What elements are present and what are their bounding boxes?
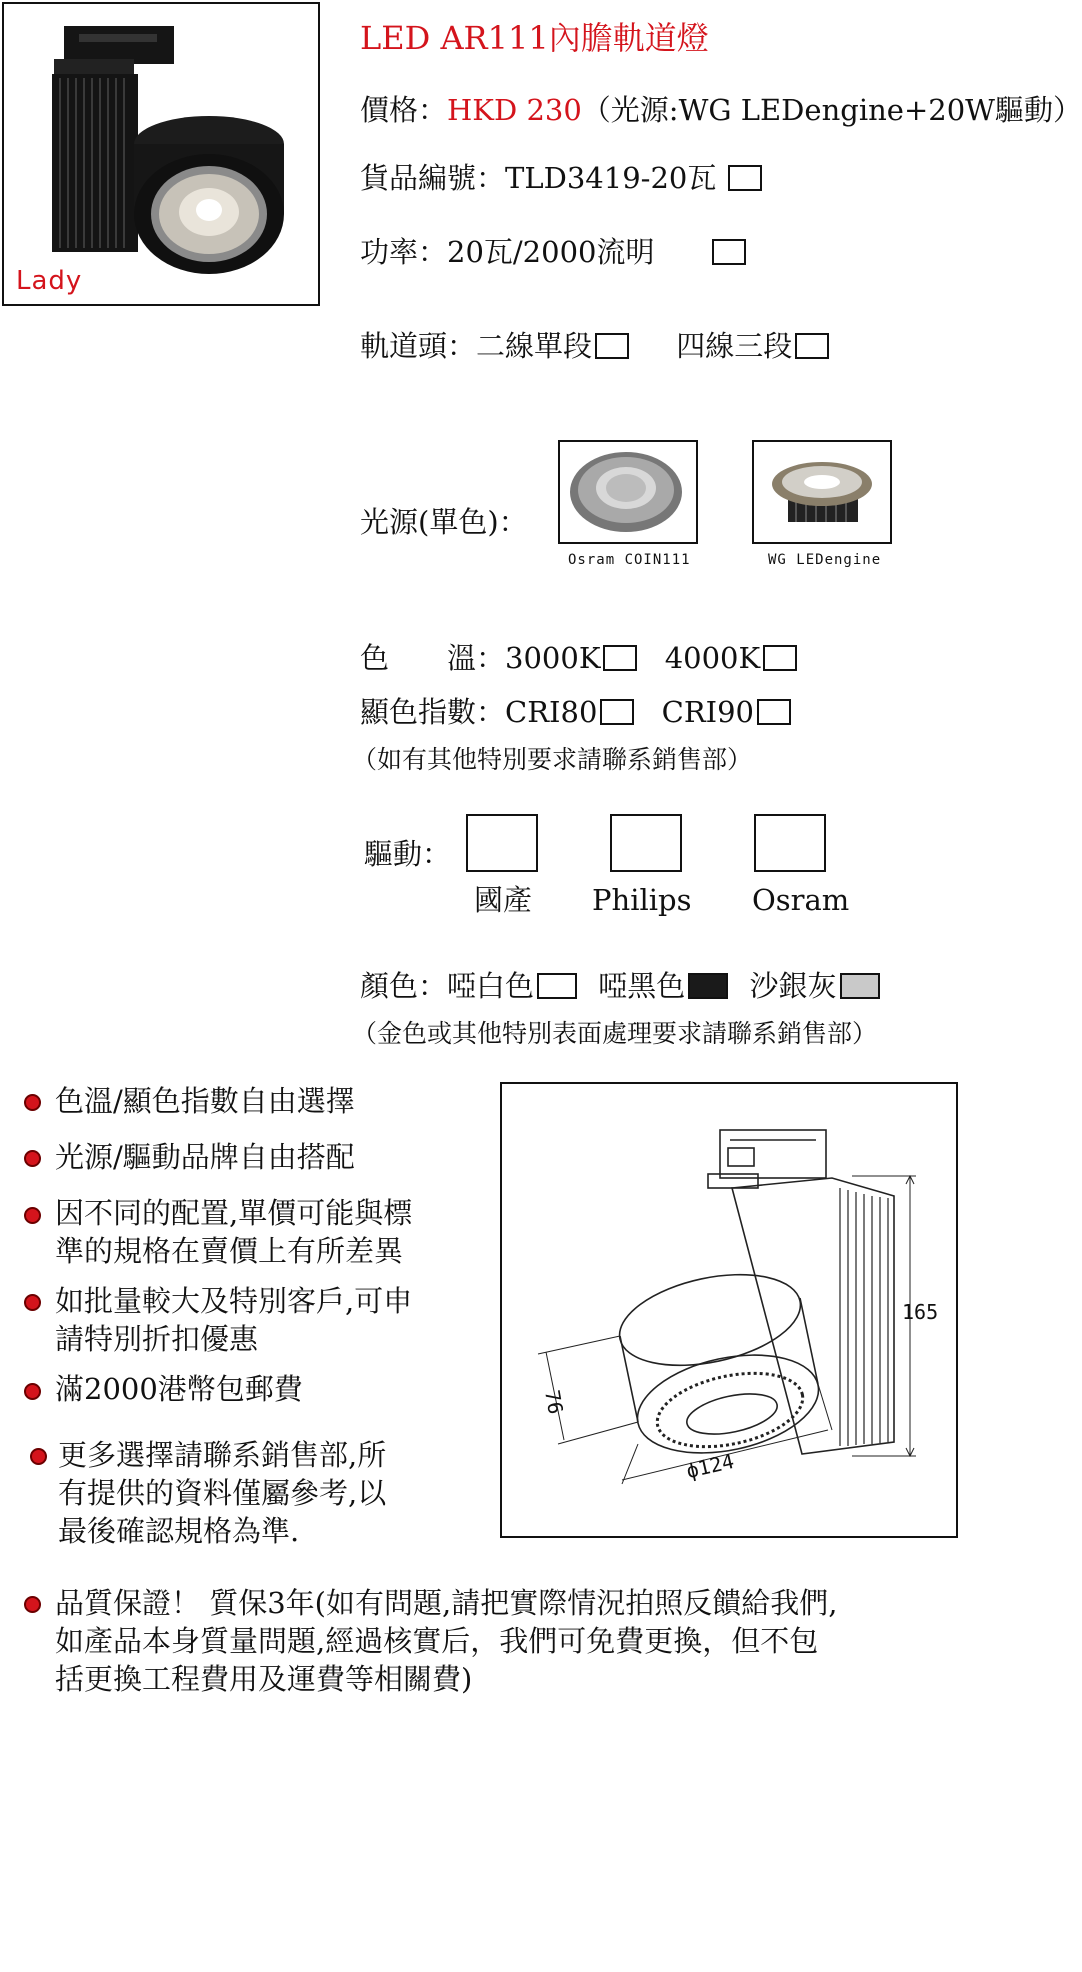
cri-80: CRI80 — [505, 695, 598, 729]
bullet-icon — [24, 1294, 41, 1311]
price-note: （光源:WG LEDengine+20W驅動） — [581, 93, 1082, 127]
dimension-depth-label: 76 — [540, 1388, 568, 1416]
light-source-label: 光源(單色)： — [360, 505, 528, 539]
feature-text: 最後確認規格為準. — [58, 1514, 300, 1548]
price-row — [360, 92, 1082, 128]
bullet-icon — [24, 1150, 41, 1167]
led-module-icon — [754, 442, 890, 542]
item-number: 貨品編號：TLD3419-20瓦 — [360, 161, 717, 195]
dimension-height-label: 165 — [902, 1300, 939, 1324]
driver-domestic-checkbox[interactable] — [466, 814, 538, 872]
track-4wire-checkbox[interactable] — [795, 333, 829, 359]
wg-ledengine-caption: WG LEDengine — [768, 552, 882, 568]
body-color-row — [360, 968, 880, 1004]
feature-text: 色溫/顯色指數自由選擇 — [55, 1084, 355, 1118]
bullet-icon — [24, 1596, 41, 1613]
driver-osram-label: Osram — [752, 883, 850, 917]
power-row — [360, 234, 746, 270]
cri-label: 顯色指數： — [360, 695, 506, 729]
body-color-label: 顏色： — [360, 969, 448, 1003]
price-value: HKD 230 — [447, 93, 582, 127]
wg-ledengine-image[interactable] — [752, 440, 892, 544]
track-light-image — [4, 4, 318, 304]
item-number-row — [360, 160, 762, 196]
feature-text: 準的規格在賣價上有所差異 — [55, 1234, 404, 1268]
power-checkbox[interactable] — [712, 239, 746, 265]
bullet-icon — [24, 1094, 41, 1111]
color-temp-row — [360, 640, 797, 676]
dimension-drawing — [500, 1082, 958, 1538]
matte-white-swatch[interactable] — [537, 973, 577, 999]
color-temp-label: 色 溫： — [360, 641, 506, 675]
track-row — [360, 328, 829, 364]
bullet-icon — [30, 1448, 47, 1465]
feature-text: 滿2000港幣包郵費 — [55, 1372, 303, 1406]
cri-80-checkbox[interactable] — [600, 699, 634, 725]
feature-text: 光源/驅動品牌自由搭配 — [55, 1140, 355, 1174]
color-matte-black: 啞黑色 — [598, 969, 686, 1003]
feature-text: 如批量較大及特別客戶,可申 — [55, 1284, 413, 1318]
item-number-checkbox[interactable] — [728, 165, 762, 191]
driver-label: 驅動： — [364, 837, 452, 871]
feature-text: 請特別折扣優惠 — [55, 1322, 259, 1356]
photo-label: Lady — [16, 266, 83, 296]
bullet-icon — [24, 1207, 41, 1224]
feature-text: 因不同的配置,單價可能與標 — [55, 1196, 413, 1230]
color-note: （金色或其他特別表面處理要求請聯系銷售部） — [352, 1019, 878, 1048]
color-matte-white: 啞白色 — [447, 969, 535, 1003]
driver-philips-label: Philips — [592, 883, 692, 917]
track-option-2wire: 二線單段 — [476, 329, 593, 363]
color-temp-4000k-checkbox[interactable] — [763, 645, 797, 671]
bullet-icon — [24, 1383, 41, 1400]
driver-domestic-label: 國產 — [474, 883, 533, 917]
color-temp-3000k-checkbox[interactable] — [603, 645, 637, 671]
driver-philips-checkbox[interactable] — [610, 814, 682, 872]
warranty-line-3: 括更換工程費用及運費等相關費) — [55, 1662, 473, 1696]
cri-90: CRI90 — [661, 695, 755, 729]
color-temp-3000k: 3000K — [505, 641, 601, 675]
warranty-line-1: 品質保證！ 質保3年(如有問題,請把實際情況拍照反饋給我們, — [55, 1586, 838, 1620]
osram-coin-caption: Osram COIN111 — [568, 552, 691, 568]
track-2wire-checkbox[interactable] — [595, 333, 629, 359]
sand-silver-swatch[interactable] — [840, 973, 880, 999]
led-module-icon — [560, 442, 696, 542]
cri-90-checkbox[interactable] — [757, 699, 791, 725]
color-sand-silver: 沙銀灰 — [749, 969, 837, 1003]
driver-osram-checkbox[interactable] — [754, 814, 826, 872]
cri-row — [360, 694, 791, 730]
product-title: LED AR111內膽軌道燈 — [360, 19, 709, 57]
osram-coin-image[interactable] — [558, 440, 698, 544]
cri-note: （如有其他特別要求請聯系銷售部） — [352, 745, 753, 774]
product-photo — [2, 2, 320, 306]
track-label: 軌道頭： — [360, 329, 477, 363]
track-option-4wire: 四線三段 — [676, 329, 793, 363]
feature-text: 有提供的資料僅屬參考,以 — [58, 1476, 387, 1510]
feature-text: 更多選擇請聯系銷售部,所 — [58, 1438, 387, 1472]
warranty-line-2: 如產品本身質量問題,經過核實后，我們可免費更換，但不包 — [55, 1624, 819, 1658]
dimension-diameter-label: ϕ124 — [683, 1448, 737, 1484]
price-label: 價格： — [360, 93, 448, 127]
color-temp-4000k: 4000K — [664, 641, 761, 675]
power-text: 功率：20瓦/2000流明 — [360, 235, 655, 269]
matte-black-swatch[interactable] — [688, 973, 728, 999]
